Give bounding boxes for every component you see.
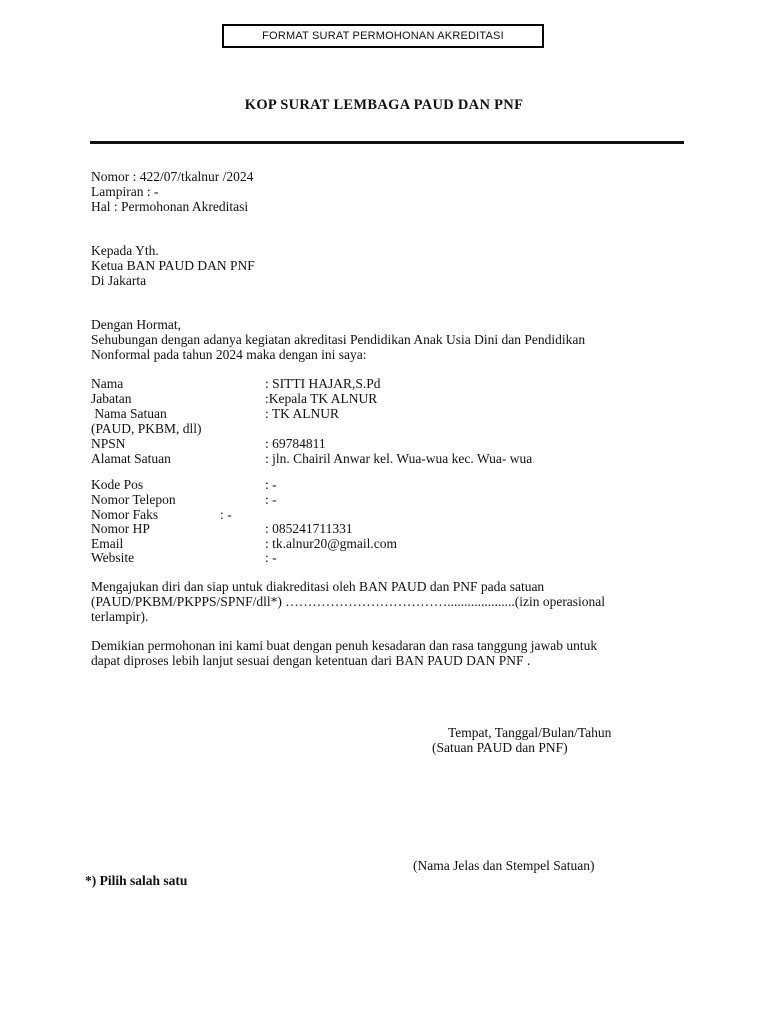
lampiran-line: Lampiran : -: [91, 184, 159, 199]
hal-line: Hal : Permohonan Akreditasi: [91, 199, 249, 214]
field-label-hp: Nomor HP: [91, 521, 150, 536]
footnote: *) Pilih salah satu: [85, 873, 188, 888]
field-label-website: Website: [91, 550, 135, 565]
body-p2-line-1: Demikian permohonan ini kami buat dengan penuh kesadaran dan rasa tanggung jawab untuk: [91, 638, 598, 653]
body-p2-line-2: dapat diproses lebih lanjut sesuai dengan ketentuan dari BAN PAUD DAN PNF .: [91, 653, 531, 668]
opening-line-1: Sehubungan dengan adanya kegiatan akreditasi Pendidikan Anak Usia Dini dan Pendidikan: [91, 332, 586, 347]
opening-line-2: Nonformal pada tahun 2024 maka dengan ini saya:: [91, 347, 367, 362]
field-value-npsn: : 69784811: [265, 436, 326, 451]
field-label-nama: Nama: [91, 376, 124, 391]
field-label-nama-satuan: Nama Satuan: [91, 406, 167, 421]
nomor-line: Nomor : 422/07/tkalnur /2024: [91, 169, 254, 184]
field-value-jabatan: :Kepala TK ALNUR: [265, 391, 378, 406]
greeting: Dengan Hormat,: [91, 317, 181, 332]
body-p1-line-1: Mengajukan diri dan siap untuk diakreditasi oleh BAN PAUD dan PNF pada satuan: [91, 579, 545, 594]
field-label-email: Email: [91, 536, 124, 551]
header-rule: [90, 141, 684, 144]
body-p1-line-2: (PAUD/PKBM/PKPPS/SPNF/dll*) ………………………………....................(izin operasional: [91, 594, 606, 609]
recipient-line-1: Kepada Yth.: [91, 243, 159, 258]
field-label-alamat: Alamat Satuan: [91, 451, 171, 466]
format-title-box: FORMAT SURAT PERMOHONAN AKREDITASI: [222, 24, 544, 48]
kop-title: KOP SURAT LEMBAGA PAUD DAN PNF: [244, 97, 524, 113]
field-value-nama-satuan: : TK ALNUR: [265, 406, 340, 421]
field-value-hp: : 085241711331: [265, 521, 353, 536]
body-p1-line-3: terlampir).: [91, 609, 149, 624]
field-label-faks: Nomor Faks: [91, 507, 159, 522]
field-value-alamat: : jln. Chairil Anwar kel. Wua-wua kec. Wua- wua: [265, 451, 533, 466]
field-label-telepon: Nomor Telepon: [91, 492, 176, 507]
field-label-npsn: NPSN: [91, 436, 126, 451]
field-value-faks: : -: [220, 507, 232, 522]
field-value-nama: : SITTI HAJAR,S.Pd: [265, 376, 381, 391]
signature-place-date: Tempat, Tanggal/Bulan/Tahun: [448, 725, 612, 740]
field-value-kode-pos: : -: [265, 477, 277, 492]
recipient-line-2: Ketua BAN PAUD DAN PNF: [91, 258, 255, 273]
field-label-jabatan: Jabatan: [91, 391, 132, 406]
field-value-email: : tk.alnur20@gmail.com: [265, 536, 398, 551]
signature-name-stamp: (Nama Jelas dan Stempel Satuan): [413, 858, 595, 873]
field-label-kode-pos: Kode Pos: [91, 477, 144, 492]
field-value-website: : -: [265, 550, 277, 565]
signature-unit: (Satuan PAUD dan PNF): [432, 740, 568, 755]
recipient-line-3: Di Jakarta: [91, 273, 147, 288]
field-satuan-note: (PAUD, PKBM, dll): [91, 421, 202, 436]
field-value-telepon: : -: [265, 492, 277, 507]
